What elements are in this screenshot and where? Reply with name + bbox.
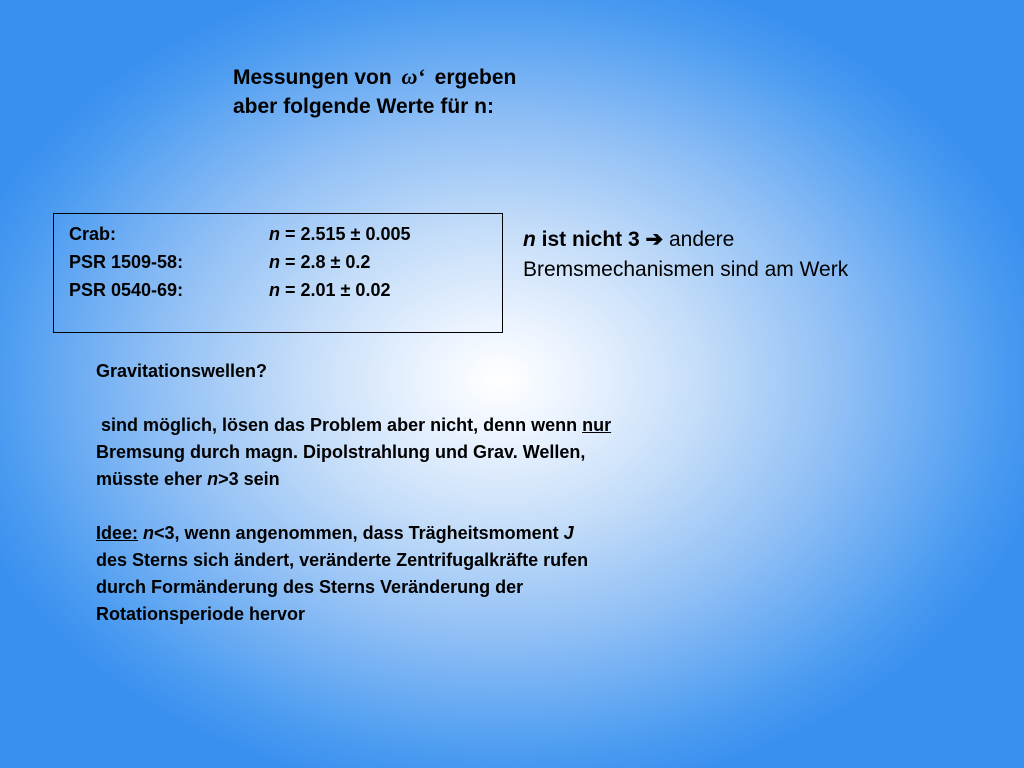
pulsar-name: PSR 1509-58:: [69, 252, 184, 272]
underlined-word: nur: [582, 415, 612, 435]
braking-index-value: n = 2.515 ± 0.005: [269, 224, 411, 244]
section-heading: Gravitationswellen?: [96, 361, 268, 381]
idea-line: durch Formänderung des Sterns Veränderung der: [96, 577, 524, 597]
omega-symbol: ω‘: [401, 64, 425, 89]
idea-line: des Sterns sich ändert, veränderte Zentrifugalkräfte rufen: [96, 550, 589, 570]
title-text-start: Messungen von: [233, 66, 392, 89]
measurement-row-psr0540: [69, 280, 391, 301]
idea-line: Idee: n<3, wenn angenommen, dass Trägheitsmoment J: [96, 523, 574, 543]
title-line-2: aber folgende Werte für n:: [233, 95, 494, 118]
paragraph-line: Bremsung durch magn. Dipolstrahlung und Grav. Wellen,: [96, 442, 586, 462]
pulsar-name: PSR 0540-69:: [69, 280, 184, 300]
note-line-2: Bremsmechanismen sind am Werk: [523, 258, 849, 281]
measurement-box: [53, 213, 503, 333]
braking-index-value: n = 2.8 ± 0.2: [269, 252, 371, 272]
slide-title: [233, 62, 516, 121]
arrow-icon: ➔: [645, 228, 664, 251]
conclusion-note: [523, 225, 848, 285]
idea-line: Rotationsperiode hervor: [96, 604, 306, 624]
paragraph-line: sind möglich, lösen das Problem aber nicht, denn wenn nur: [96, 415, 612, 435]
body-text: [96, 358, 776, 628]
idea-label: Idee:: [96, 523, 139, 543]
measurement-row-crab: [69, 224, 411, 245]
paragraph-line: müsste eher n>3 sein: [96, 469, 280, 489]
pulsar-name: Crab:: [69, 224, 117, 244]
measurement-row-psr1509: [69, 252, 371, 273]
note-line-1: n ist nicht 3 ➔ andere: [523, 228, 735, 251]
title-text-end: ergeben: [434, 66, 517, 89]
braking-index-value: n = 2.01 ± 0.02: [269, 280, 391, 300]
title-line-1: [233, 62, 516, 92]
